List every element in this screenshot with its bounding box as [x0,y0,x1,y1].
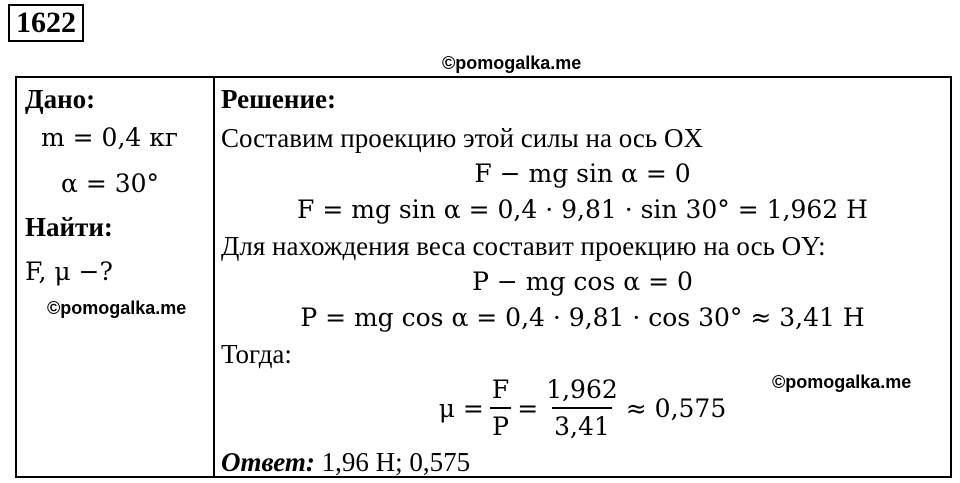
mu-result: ≈ 0,575 [625,393,727,423]
equation-weight-balance: P − mg cos α = 0 [472,267,693,296]
solution-table [15,76,952,478]
find-heading: Найти: [25,212,113,242]
answer-value: 1,96 Н; 0,575 [321,447,471,477]
fraction-numerator: F [491,375,510,404]
watermark-top: ©pomogalka.me [442,53,582,73]
equation-force-balance: F − mg sin α = 0 [474,159,691,188]
equation-weight-value: P = mg cos α = 0,4 · 9,81 · cos 30° ≈ 3,41 Н [300,303,865,332]
equation-force-value: F = mg sin α = 0,4 · 9,81 · sin 30° = 1,962 Н [297,195,868,224]
given-heading: Дано: [25,84,96,114]
find-values: F, μ −? [25,257,113,286]
solution-text-ox: Составим проекцию этой силы на ось OX [221,123,703,153]
mu-equals: = [517,393,539,423]
fraction-denominator: P [490,407,511,441]
mu-lhs: μ = [438,393,484,423]
fraction-numeric [544,375,620,441]
answer-label: Ответ: [221,447,315,477]
given-mass: m = 0,4 кг [41,123,178,152]
solution-column [215,78,950,476]
watermark-left: ©pomogalka.me [47,298,187,318]
fraction-numerator: 1,962 [546,375,618,404]
given-angle: α = 30° [61,169,160,198]
fraction-f-over-p [490,375,511,441]
problem-number: 1622 [8,4,84,42]
given-column [17,78,213,476]
fraction-denominator: 3,41 [552,407,612,441]
answer-line [221,446,470,478]
solution-heading: Решение: [221,84,336,114]
watermark-right: ©pomogalka.me [772,372,912,392]
solution-text-then: Тогда: [221,339,292,369]
solution-text-oy: Для нахождения веса составит проекцию на ось OY: [221,231,826,261]
